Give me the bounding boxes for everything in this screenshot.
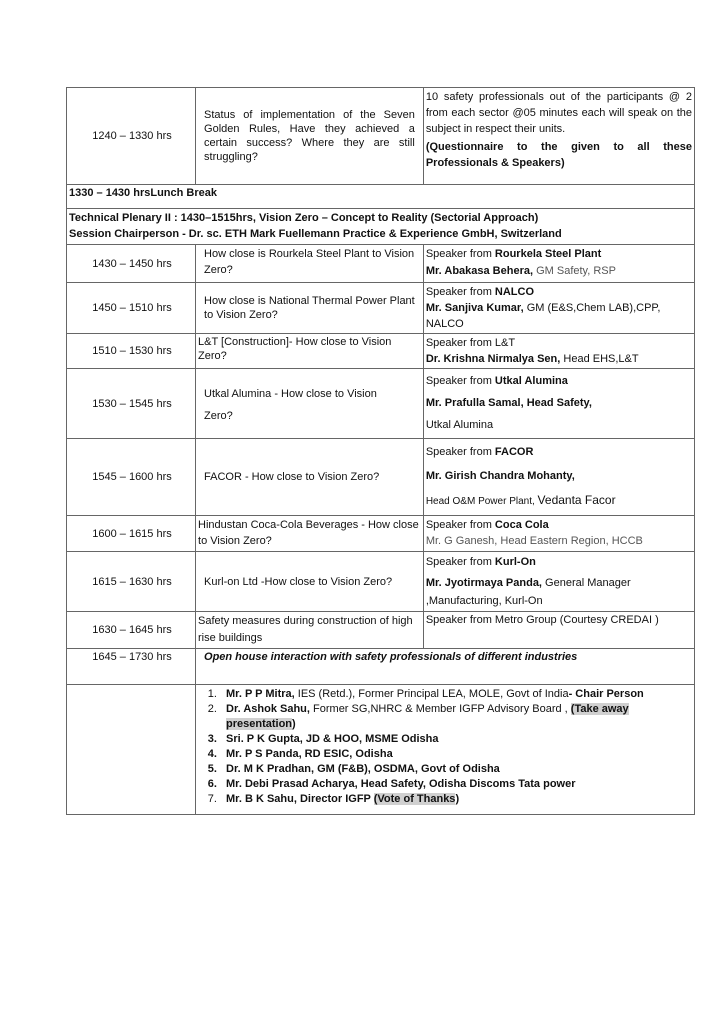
speaker-cell bbox=[423, 439, 694, 516]
plenary-chair: Session Chairperson - Dr. sc. ETH Mark Fuellemann Practice & Experience GmbH, Switzerland bbox=[69, 228, 562, 240]
list-item: 2. Dr. Ashok Sahu, Former SG,NHRC & Member IGFP Advisory Board , (Take away presentation) bbox=[220, 702, 692, 732]
table-row bbox=[67, 612, 695, 649]
speaker-designation: Head O&M Power Plant, bbox=[425, 496, 538, 507]
speaker-designation: Mr. G Ganesh, Head Eastern Region, HCCB bbox=[425, 535, 643, 547]
speaker-prefix: Speaker from bbox=[425, 286, 495, 298]
list-item: 3. Sri. P K Gupta, JD & HOO, MSME Odisha bbox=[220, 732, 692, 747]
time-cell: 1510 – 1530 hrs bbox=[67, 334, 196, 369]
topic-text: Status of implementation of the Seven Golden Rules, Have they achieved a certain success? Where they are still struggling? bbox=[204, 109, 415, 163]
speaker-name: Mr. Jyotirmaya Panda, bbox=[425, 577, 542, 589]
topic-cell: FACOR - How close to Vision Zero? bbox=[196, 439, 424, 516]
speaker-cell bbox=[423, 369, 694, 439]
speaker-text: 10 safety professionals out of the participants @ 2 from each sector @05 minutes each will speak on the subject in respect their units. bbox=[425, 91, 692, 135]
list-item: 4. Mr. P S Panda, RD ESIC, Odisha bbox=[220, 747, 692, 762]
table-row bbox=[67, 334, 695, 369]
speaker-org: FACOR bbox=[494, 446, 534, 458]
speaker-cell bbox=[423, 283, 694, 334]
speaker-cell: Speaker from Metro Group (Courtesy CREDAI ) bbox=[423, 612, 694, 649]
list-item: 1. Mr. P P Mitra, IES (Retd.), Former Principal LEA, MOLE, Govt of India- Chair Person bbox=[220, 687, 692, 702]
topic-cell: Open house interaction with safety professionals of different industries bbox=[196, 649, 695, 685]
speaker-line bbox=[426, 284, 692, 300]
topic-cell bbox=[196, 88, 424, 185]
speaker-line bbox=[426, 517, 692, 533]
table-row bbox=[67, 516, 695, 552]
speaker-name: Mr. Girish Chandra Mohanty, bbox=[425, 470, 575, 482]
speaker-prefix: Speaker from bbox=[425, 248, 495, 260]
time-cell: 1645 – 1730 hrs bbox=[67, 649, 196, 685]
time-cell: 1600 – 1615 hrs bbox=[67, 516, 196, 552]
speaker-prefix: Speaker from bbox=[425, 556, 495, 568]
panel-list bbox=[198, 687, 692, 807]
time-cell: 1615 – 1630 hrs bbox=[67, 552, 196, 612]
time-cell: 1240 – 1330 hrs bbox=[67, 88, 196, 185]
list-item: 6. Mr. Debi Prasad Acharya, Head Safety, Odisha Discoms Tata power bbox=[220, 777, 692, 792]
speaker-org: Coca Cola bbox=[494, 519, 549, 531]
speaker-line bbox=[426, 246, 692, 263]
topic-line: Utkal Alumina - How close to Vision bbox=[204, 388, 377, 400]
time-cell: 1430 – 1450 hrs bbox=[67, 245, 196, 283]
speaker-line bbox=[426, 440, 692, 464]
speaker-org: Rourkela Steel Plant bbox=[494, 248, 602, 260]
speaker-name: Mr. Sanjiva Kumar, bbox=[425, 302, 524, 314]
speaker-designation: Head EHS,L&T bbox=[560, 353, 639, 365]
speaker-name-line bbox=[426, 351, 692, 367]
time-cell: 1545 – 1600 hrs bbox=[67, 439, 196, 516]
topic-cell: Kurl-on Ltd -How close to Vision Zero? bbox=[196, 552, 424, 612]
lunch-break-cell: 1330 – 1430 hrsLunch Break bbox=[67, 185, 695, 209]
topic-cell: Safety measures during construction of high rise buildings bbox=[196, 612, 424, 649]
speaker-name-line bbox=[426, 574, 692, 610]
speaker-company: Vedanta Facor bbox=[537, 493, 616, 507]
time-cell: 1630 – 1645 hrs bbox=[67, 612, 196, 649]
table-row bbox=[67, 88, 695, 185]
speaker-line: Speaker from L&T bbox=[425, 337, 516, 349]
topic-cell: How close is Rourkela Steel Plant to Vision Zero? bbox=[196, 245, 424, 283]
speaker-prefix: Speaker from bbox=[425, 446, 495, 458]
speaker-cell bbox=[423, 334, 694, 369]
topic-cell: Hindustan Coca-Cola Beverages - How close to Vision Zero? bbox=[196, 516, 424, 552]
speaker-name: Dr. Krishna Nirmalya Sen, bbox=[425, 353, 561, 365]
speaker-line bbox=[426, 553, 692, 571]
speaker-prefix: Speaker from bbox=[425, 375, 495, 387]
plenary-title: Technical Plenary II : 1430–1515hrs, Vision Zero – Concept to Reality (Sectorial Approach) bbox=[69, 212, 539, 224]
topic-cell: How close is National Thermal Power Plant to Vision Zero? bbox=[196, 283, 424, 334]
speaker-cell bbox=[423, 245, 694, 283]
time-cell: 1530 – 1545 hrs bbox=[67, 369, 196, 439]
speaker-note: (Questionnaire to the given to all these Professionals & Speakers) bbox=[425, 141, 692, 169]
topic-cell: L&T [Construction]- How close to Vision Zero? bbox=[196, 334, 424, 369]
speaker-cell bbox=[423, 88, 694, 185]
list-item: 7. Mr. B K Sahu, Director IGFP (Vote of Thanks) bbox=[220, 792, 692, 807]
speaker-name-line bbox=[426, 263, 692, 280]
table-row bbox=[67, 283, 695, 334]
table-row bbox=[67, 685, 695, 815]
speaker-designation: GM (E&S,Chem LAB),CPP, NALCO bbox=[425, 302, 661, 330]
speaker-name: Mr. Abakasa Behera, bbox=[425, 265, 534, 277]
table-row bbox=[67, 552, 695, 612]
empty-time-cell bbox=[67, 685, 196, 815]
table-row bbox=[67, 209, 695, 245]
topic-cell bbox=[196, 369, 424, 439]
table-row bbox=[67, 369, 695, 439]
plenary-header-cell bbox=[67, 209, 695, 245]
speaker-org: NALCO bbox=[494, 286, 535, 298]
speaker-cell bbox=[423, 552, 694, 612]
time-cell: 1450 – 1510 hrs bbox=[67, 283, 196, 334]
speaker-line bbox=[426, 370, 692, 392]
table-row bbox=[67, 439, 695, 516]
speaker-designation: General Manager ,Manufacturing, Kurl-On bbox=[425, 577, 631, 607]
topic-line: Zero? bbox=[204, 410, 233, 422]
speaker-cell bbox=[423, 516, 694, 552]
speaker-prefix: Speaker from bbox=[425, 519, 495, 531]
panel-cell bbox=[196, 685, 695, 815]
table-row bbox=[67, 649, 695, 685]
table-row bbox=[67, 185, 695, 209]
list-item: 5. Dr. M K Pradhan, GM (F&B), OSDMA, Govt of Odisha bbox=[220, 762, 692, 777]
speaker-designation: Utkal Alumina bbox=[425, 419, 494, 431]
speaker-designation: GM Safety, RSP bbox=[533, 265, 616, 277]
speaker-org: Kurl-On bbox=[494, 556, 536, 568]
speaker-name: Mr. Prafulla Samal, Head Safety, bbox=[425, 397, 592, 409]
table-row bbox=[67, 245, 695, 283]
speaker-org: Utkal Alumina bbox=[494, 375, 568, 387]
speaker-name-line bbox=[426, 300, 692, 332]
programme-table bbox=[66, 87, 695, 815]
speaker-designation-line bbox=[426, 488, 692, 514]
